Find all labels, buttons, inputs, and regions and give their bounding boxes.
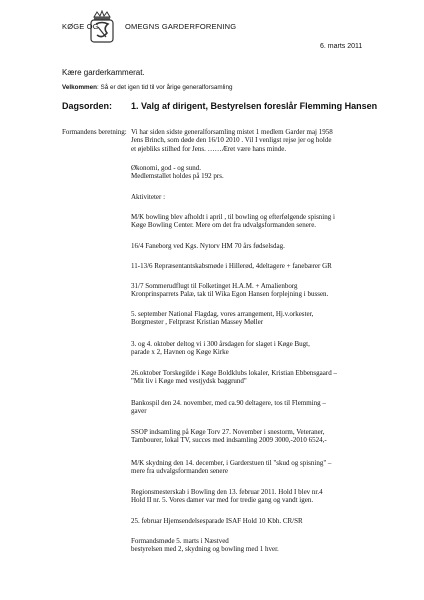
report-paragraph	[131, 282, 386, 299]
report-line: parade x 2, Havnen og Køge Kirke	[131, 348, 229, 357]
report-line: 26.oktober Torskegilde i Køge Boldklubs lokaler, Kristian Ebbensgaard –	[131, 369, 337, 377]
letter-date: 6. marts 2011	[320, 43, 363, 50]
agenda-item: 1. Valg af dirigent, Bestyrelsen foreslår Flemming Hansen	[131, 101, 378, 111]
report-line: Tambourer, lokal TV, succes med indsamling 2009 3000,-2010 6524,-	[131, 436, 327, 445]
report-line: 31/7 Sommerudflugt til Folketinget H.A.M. + Amalienborg	[131, 282, 298, 290]
header-right-text: OMEGNS GARDERFORENING	[125, 22, 237, 31]
report-paragraph	[131, 340, 386, 357]
report-line: Borgmester , Feltpræst Kristian Massey Møller	[131, 318, 264, 327]
welcome-bold: Velkommen	[62, 84, 97, 91]
report-line: "Mit liv i Køge med vestjydsk baggrund"	[131, 377, 247, 386]
report-line: Medlemstallet holdes på 192 prs.	[131, 172, 224, 181]
report-paragraph	[131, 517, 386, 525]
report-line: Jens Brinch, som døde den 16/10 2010 . Vil I venligst rejse jer og holde	[131, 136, 332, 145]
report-paragraph	[131, 459, 386, 476]
report-line: SSOP indsamling på Køge Torv 27. November i snestorm, Veteraner,	[131, 428, 325, 436]
report-line: M/K skydning den 14. december, i Garderstuen til "skud og spisning" –	[131, 459, 332, 467]
report-paragraph	[131, 310, 386, 327]
report-line: 5. september National Flagdag, vores arrangement, Hj.v.orkester,	[131, 310, 314, 318]
report-line: Hold II nr. 5. Vores damer var med for tredie gang og vandt igen.	[131, 496, 314, 505]
report-line: bestyrelsen med 2, skydning og bowling med 1 hver.	[131, 545, 279, 554]
report-line: Regionsmesterskab i Bowling den 13. februar 2011. Hold I blev nr.4	[131, 488, 323, 496]
welcome-line	[62, 84, 232, 91]
report-paragraph	[131, 428, 386, 445]
report-line: Formandsmøde 5. marts i Næstved	[131, 537, 229, 545]
report-line: 11-13/6 Repræsentantskabsmøde i Hillerød, 4deltagere + fanebærer GR	[131, 262, 332, 270]
report-line: gaver	[131, 407, 147, 416]
report-line: M/K bowling blev afholdt i april , til bowling og efterfølgende spisning i	[131, 213, 335, 221]
report-line: 25. februar Hjemsendelsesparade ISAF Hold 10 Kbh. CR/SR	[131, 517, 303, 525]
agenda-label: Dagsorden:	[62, 101, 113, 111]
report-paragraph	[131, 399, 386, 416]
greeting: Kære garderkammerat.	[62, 68, 145, 77]
report-line: et øjebliks stilhed for Jens. ……Æret være hans minde.	[131, 144, 287, 153]
report-line: Økonomi, god - og sund.	[131, 164, 201, 172]
report-paragraph	[131, 213, 386, 230]
report-line: Køge Bowling Center. Mere om det fra udvalgsformanden senere.	[131, 221, 317, 230]
report-paragraph	[131, 369, 386, 386]
report-line: Kronprinsparrets Palæ, tak til Wika Egon Hansen forplejning i bussen.	[131, 290, 329, 299]
report-paragraph	[131, 488, 386, 505]
report-paragraph	[131, 164, 386, 181]
report-paragraph	[131, 537, 386, 554]
report-line: mere fra udvalgsformanden senere	[131, 467, 228, 476]
report-line: Vi har siden sidste generalforsamling mistet 1 medlem Garder maj 1958	[131, 128, 333, 136]
report-line: Aktiviteter :	[131, 193, 166, 201]
report-line: 3. og 4. oktober deltog vi i 300 årsdagen for slaget i Køge Bugt,	[131, 340, 310, 348]
report-paragraph	[131, 193, 386, 201]
report-paragraph	[131, 262, 386, 270]
header-left-text: KØGE OG	[62, 22, 99, 31]
report-paragraph	[131, 242, 386, 250]
crowned-monogram-icon	[88, 10, 116, 44]
report-line: 16/4 Faneborg ved Kgs. Nytorv HM 70 års fødselsdag.	[131, 242, 285, 250]
welcome-rest: : Så er det igen tid til vor årige generalforsamling	[97, 84, 233, 91]
report-paragraph	[131, 128, 386, 153]
report-line: Bankospil den 24. november, med ca.90 deltagere, tos til Flemming –	[131, 399, 326, 407]
chairman-report-label: Formandens beretning:	[62, 128, 127, 136]
